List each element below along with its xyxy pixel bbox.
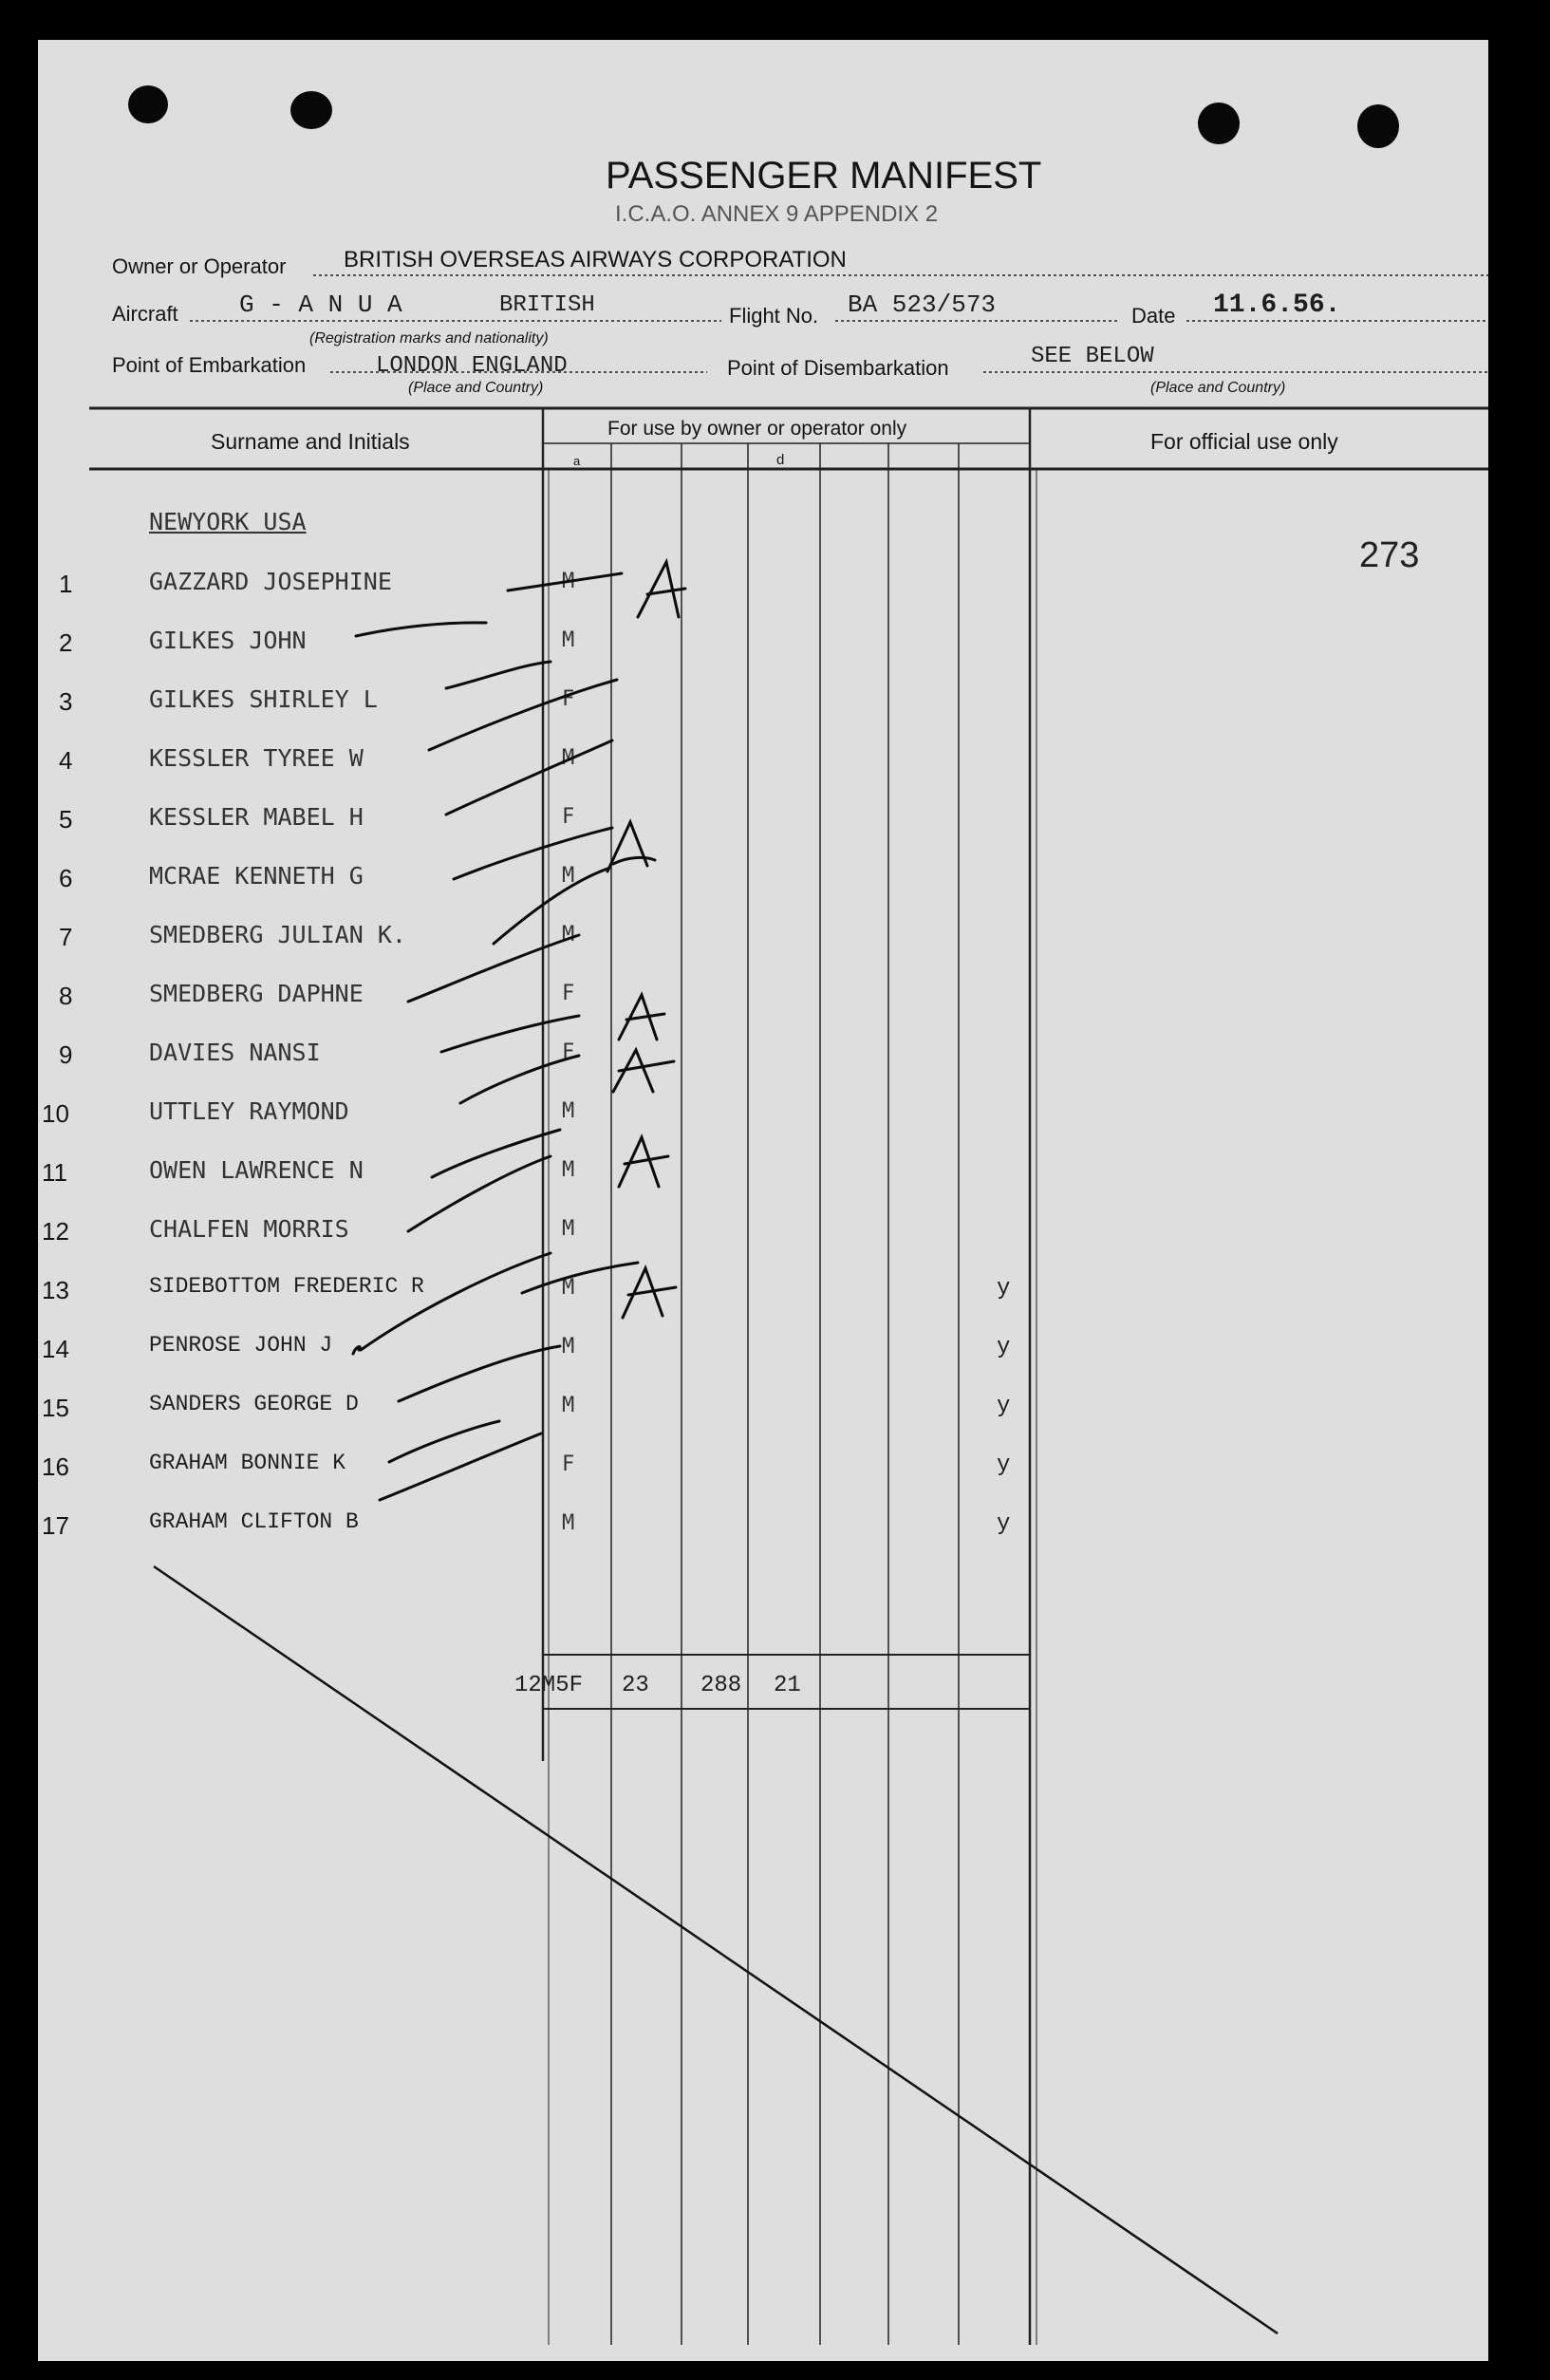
pen-stroke <box>460 1056 579 1103</box>
handwritten-a-mark <box>623 1268 676 1318</box>
handwritten-a-mark <box>613 1050 674 1092</box>
passenger-name: SMEDBERG DAPHNE <box>149 980 364 1007</box>
row-number: 6 <box>59 864 73 892</box>
disembarkation-value: SEE BELOW <box>1031 344 1154 369</box>
pen-stroke <box>429 680 617 750</box>
total-column-d: 21 <box>774 1673 801 1698</box>
pen-stroke <box>446 662 551 688</box>
embarkation-value: LONDON ENGLAND <box>376 353 568 379</box>
flight-number: BA 523/573 <box>848 290 997 319</box>
column-header-operator: For use by owner or operator only <box>607 418 907 440</box>
destination-heading: NEWYORK USA <box>149 508 307 535</box>
pen-stroke <box>353 1347 360 1354</box>
passenger-sex: M <box>562 570 575 593</box>
passenger-name: SIDEBOTTOM FREDERIC R <box>149 1274 424 1299</box>
handwritten-a-mark <box>607 822 655 871</box>
pen-stroke <box>399 1346 560 1401</box>
row-number: 14 <box>42 1335 69 1363</box>
passenger-name: CHALFEN MORRIS <box>149 1215 349 1243</box>
pen-stroke <box>408 1156 551 1231</box>
column-header-names: Surname and Initials <box>211 429 410 454</box>
passenger-sex: M <box>562 1394 575 1417</box>
pen-stroke <box>389 1421 499 1462</box>
passenger-name: KESSLER TYREE W <box>149 744 364 772</box>
embarkation-label: Point of Embarkation <box>112 353 307 377</box>
passenger-sex: M <box>562 1276 575 1300</box>
cancel-diagonal-line <box>154 1566 1278 2333</box>
embarkation-caption: (Place and Country) <box>408 380 544 396</box>
passenger-name: SMEDBERG JULIAN K. <box>149 921 406 948</box>
pen-stroke <box>522 1263 638 1293</box>
passenger-name: DAVIES NANSI <box>149 1039 321 1066</box>
pen-stroke <box>508 573 622 590</box>
row-number: 8 <box>59 982 73 1010</box>
passenger-sex: F <box>562 805 575 829</box>
passenger-flag: y <box>997 1452 1011 1478</box>
row-number: 10 <box>42 1099 69 1128</box>
row-number: 9 <box>59 1040 73 1069</box>
official-sheet-number: 273 <box>1359 535 1420 575</box>
handwritten-a-mark <box>619 995 664 1040</box>
passenger-sex: F <box>562 687 575 711</box>
passenger-flag: y <box>997 1394 1011 1419</box>
pen-stroke <box>356 623 486 636</box>
passenger-flag: y <box>997 1276 1011 1302</box>
row-number: 15 <box>42 1394 69 1422</box>
passenger-sex: F <box>562 982 575 1005</box>
passenger-sex: F <box>562 1040 575 1064</box>
passenger-name: KESSLER MABEL H <box>149 803 364 831</box>
pen-strokes <box>353 573 638 1500</box>
passenger-flag: y <box>997 1511 1011 1537</box>
aircraft-nationality: BRITISH <box>499 292 595 318</box>
total-column-b: 23 <box>622 1673 649 1698</box>
passenger-name: SANDERS GEORGE D <box>149 1392 359 1416</box>
aircraft-label: Aircraft <box>112 302 178 326</box>
passenger-sex: M <box>562 1099 575 1123</box>
pen-stroke <box>432 1130 560 1177</box>
total-column-c: 288 <box>700 1673 742 1698</box>
row-number: 16 <box>42 1452 69 1481</box>
date-value: 11.6.56. <box>1213 290 1341 320</box>
disembarkation-caption: (Place and Country) <box>1150 380 1286 396</box>
aircraft-registration: G - A N U A <box>239 290 402 319</box>
row-number: 7 <box>59 923 73 951</box>
flight-label: Flight No. <box>729 304 819 328</box>
passenger-sex: M <box>562 1217 575 1241</box>
page-subtitle: I.C.A.O. ANNEX 9 APPENDIX 2 <box>615 201 939 227</box>
passenger-flag: y <box>997 1335 1011 1360</box>
total-sex-count: 12M5F <box>514 1673 584 1698</box>
column-header-official: For official use only <box>1150 429 1338 454</box>
pen-stroke <box>380 1434 541 1500</box>
passenger-name: PENROSE JOHN J <box>149 1333 333 1358</box>
row-number: 1 <box>59 570 73 598</box>
row-number: 13 <box>42 1276 69 1304</box>
subcolumn-d: d <box>776 452 785 468</box>
passenger-sex: F <box>562 1452 575 1476</box>
pen-stroke <box>494 869 607 944</box>
row-number: 5 <box>59 805 73 834</box>
passenger-sex: M <box>562 746 575 770</box>
row-number: 4 <box>59 746 73 775</box>
passenger-sex: M <box>562 923 575 946</box>
passenger-name: GRAHAM BONNIE K <box>149 1451 346 1475</box>
row-number: 12 <box>42 1217 69 1246</box>
row-number: 3 <box>59 687 73 716</box>
passenger-name: UTTLEY RAYMOND <box>149 1097 349 1125</box>
disembarkation-label: Point of Disembarkation <box>727 356 949 380</box>
handwritten-a-mark <box>619 1137 668 1187</box>
page-title: PASSENGER MANIFEST <box>606 155 1042 197</box>
passenger-name: GILKES JOHN <box>149 627 307 654</box>
passenger-sex: M <box>562 864 575 888</box>
form-rules <box>89 275 1488 2345</box>
owner-value: BRITISH OVERSEAS AIRWAYS CORPORATION <box>344 247 847 272</box>
pen-stroke <box>441 1016 579 1052</box>
pen-stroke <box>361 1253 551 1350</box>
row-number: 11 <box>42 1158 67 1187</box>
date-label: Date <box>1131 304 1176 328</box>
handwritten-a-mark <box>638 562 685 617</box>
passenger-sex: M <box>562 1511 575 1535</box>
passenger-name: OWEN LAWRENCE N <box>149 1156 364 1184</box>
row-number: 2 <box>59 628 73 657</box>
pen-stroke <box>454 828 612 879</box>
passenger-sex: M <box>562 1335 575 1359</box>
passenger-name: GRAHAM CLIFTON B <box>149 1509 359 1534</box>
passenger-sex: M <box>562 1158 575 1182</box>
subcolumn-a: a <box>573 454 581 468</box>
pen-stroke <box>446 740 612 815</box>
pen-stroke <box>408 935 579 1002</box>
passenger-name: GILKES SHIRLEY L <box>149 685 378 713</box>
passenger-sex: M <box>562 628 575 652</box>
owner-label: Owner or Operator <box>112 254 287 278</box>
registration-caption: (Registration marks and nationality) <box>309 330 549 347</box>
row-number: 17 <box>42 1511 69 1540</box>
passenger-name: MCRAE KENNETH G <box>149 862 364 890</box>
passenger-name: GAZZARD JOSEPHINE <box>149 568 392 595</box>
